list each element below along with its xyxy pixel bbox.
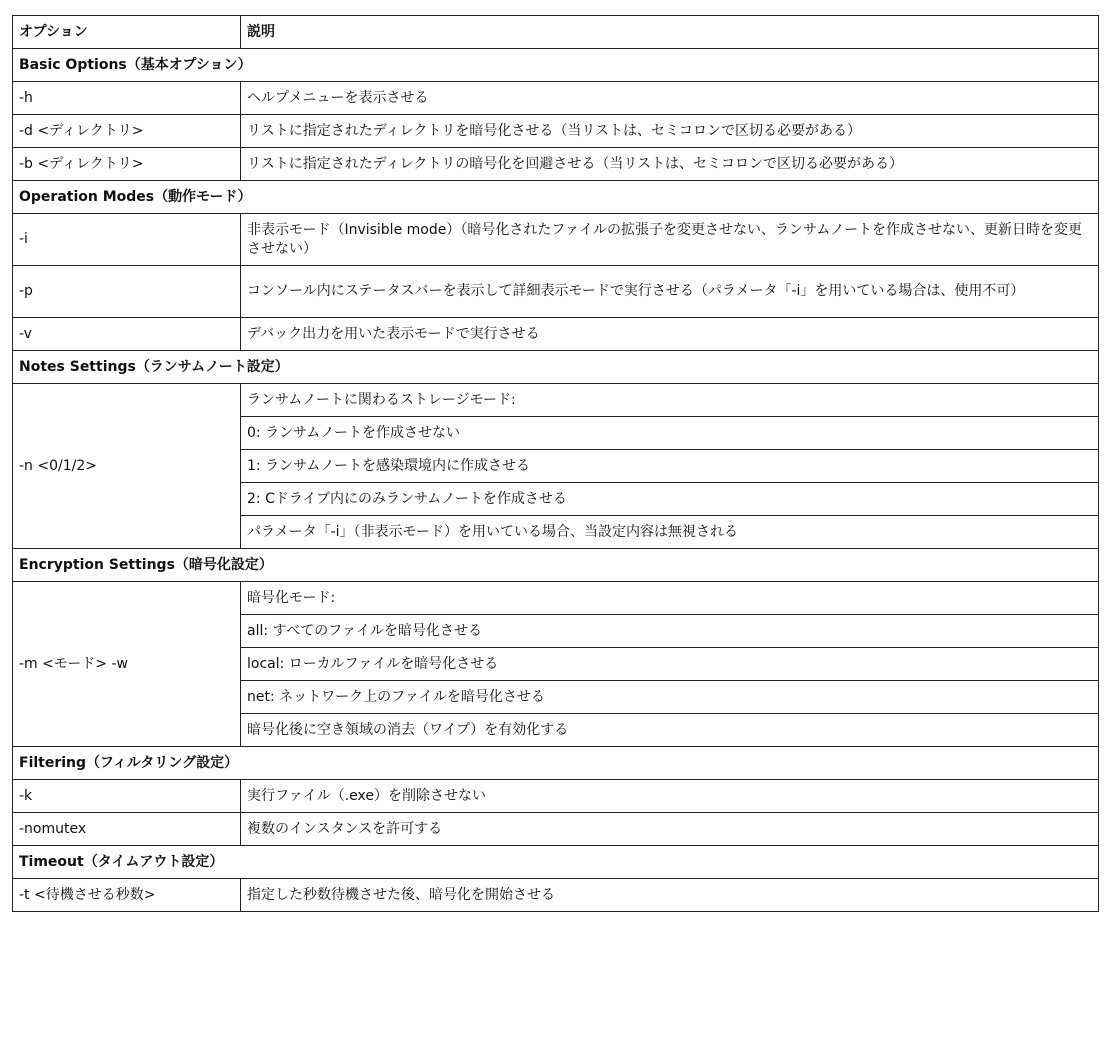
section-title: Basic Options（基本オプション） [13,49,1099,82]
description-cell: リストに指定されたディレクトリの暗号化を回避させる（当リストは、セミコロンで区切る必要がある） [241,148,1099,181]
option-cell: -m <モード> -w [13,582,241,747]
description-cell: リストに指定されたディレクトリを暗号化させる（当リストは、セミコロンで区切る必要がある） [241,115,1099,148]
description-cell: パラメータ「-i」（非表示モード）を用いている場合、当設定内容は無視される [241,516,1099,549]
section-timeout [13,846,1099,879]
table-row [13,813,1099,846]
table-row [13,115,1099,148]
header-description: 説明 [241,16,1099,49]
description-cell: local: ローカルファイルを暗号化させる [241,648,1099,681]
description-cell: net: ネットワーク上のファイルを暗号化させる [241,681,1099,714]
section-title: Encryption Settings（暗号化設定） [13,549,1099,582]
section-title: Timeout（タイムアウト設定） [13,846,1099,879]
table-row [13,82,1099,115]
section-operation-modes [13,181,1099,214]
description-cell: 2: Cドライブ内にのみランサムノートを作成させる [241,483,1099,516]
description-cell: コンソール内にステータスバーを表示して詳細表示モードで実行させる（パラメータ「-i」を用いている場合は、使用不可） [241,266,1099,318]
table-row [13,318,1099,351]
description-cell: ヘルプメニューを表示させる [241,82,1099,115]
table-row [13,780,1099,813]
option-cell: -v [13,318,241,351]
options-table [12,15,1099,912]
section-basic-options [13,49,1099,82]
section-title: Operation Modes（動作モード） [13,181,1099,214]
description-cell: 指定した秒数待機させた後、暗号化を開始させる [241,879,1099,912]
description-cell: 0: ランサムノートを作成させない [241,417,1099,450]
description-cell: 複数のインスタンスを許可する [241,813,1099,846]
option-cell: -d <ディレクトリ> [13,115,241,148]
description-cell: 暗号化モード: [241,582,1099,615]
option-cell: -nomutex [13,813,241,846]
table-header-row [13,16,1099,49]
section-title: Filtering（フィルタリング設定） [13,747,1099,780]
option-cell: -t <待機させる秒数> [13,879,241,912]
header-option: オプション [13,16,241,49]
description-cell: 1: ランサムノートを感染環境内に作成させる [241,450,1099,483]
description-cell: 実行ファイル（.exe）を削除させない [241,780,1099,813]
option-cell: -b <ディレクトリ> [13,148,241,181]
table-row [13,582,1099,615]
section-title: Notes Settings（ランサムノート設定） [13,351,1099,384]
option-cell: -p [13,266,241,318]
option-cell: -h [13,82,241,115]
description-cell: 暗号化後に空き領域の消去（ワイプ）を有効化する [241,714,1099,747]
option-cell: -k [13,780,241,813]
table-row [13,214,1099,266]
description-cell: all: すべてのファイルを暗号化させる [241,615,1099,648]
option-cell: -i [13,214,241,266]
description-cell: デバック出力を用いた表示モードで実行させる [241,318,1099,351]
description-cell: ランサムノートに関わるストレージモード: [241,384,1099,417]
table-row [13,384,1099,417]
table-row [13,266,1099,318]
section-filtering [13,747,1099,780]
option-cell: -n <0/1/2> [13,384,241,549]
options-table-container [12,15,1099,912]
description-cell: 非表示モード（Invisible mode）（暗号化されたファイルの拡張子を変更させない、ランサムノートを作成させない、更新日時を変更させない） [241,214,1099,266]
table-row [13,148,1099,181]
section-encryption-settings [13,549,1099,582]
table-row [13,879,1099,912]
section-notes-settings [13,351,1099,384]
